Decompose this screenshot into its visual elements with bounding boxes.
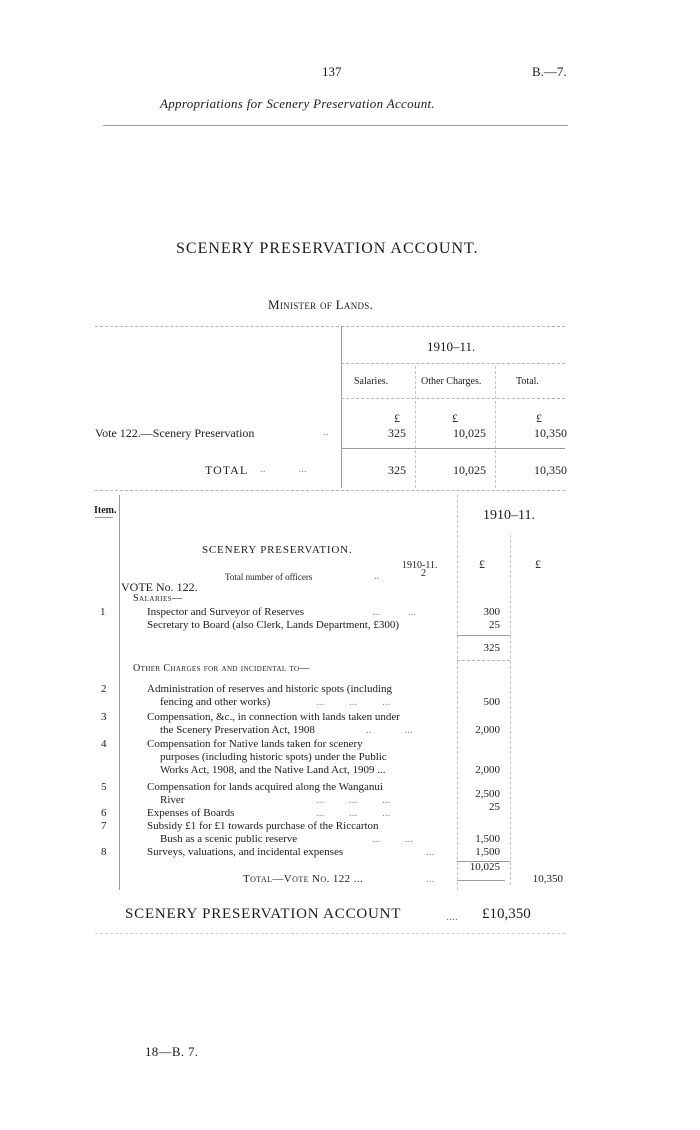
running-title: Appropriations for Scenery Preservation Account. xyxy=(160,96,435,111)
officers-count: 2 xyxy=(421,568,426,579)
officers-label: Total number of officers xyxy=(225,572,313,582)
summary-top-rule xyxy=(95,326,565,327)
summary-col-divider-2 xyxy=(495,366,496,488)
charge-amount: 1,500 xyxy=(475,833,500,845)
dot-leader: ... ... xyxy=(372,606,416,618)
salaries-heading: Salaries— xyxy=(133,593,183,604)
charge-line: fencing and other works) xyxy=(160,696,271,708)
summary-year-header: 1910–11. xyxy=(427,339,476,354)
summary-total-total: 10,350 xyxy=(534,463,567,477)
item-number: 8 xyxy=(101,846,107,858)
dot-leader: ... ... ... xyxy=(316,696,391,708)
document-reference: B.—7. xyxy=(532,64,567,79)
header-rule xyxy=(103,125,568,126)
summary-total-rule xyxy=(341,448,565,449)
dot-leader: ... ... xyxy=(372,833,414,845)
summary-year-rule xyxy=(341,363,565,364)
dot-leader: ... xyxy=(426,873,435,885)
summary-vote-leader: .. xyxy=(323,426,329,438)
printer-signature: 18—B. 7. xyxy=(145,1044,199,1059)
charge-line: River xyxy=(160,794,185,806)
page-number: 137 xyxy=(322,64,342,79)
account-title: SCENERY PRESERVATION ACCOUNT. xyxy=(176,240,479,257)
item-header-rule xyxy=(95,517,113,518)
summary-total-label: TOTAL xyxy=(205,463,249,477)
salary-amount: 300 xyxy=(483,606,500,618)
amount-column-divider-2 xyxy=(510,535,511,885)
section-title: SCENERY PRESERVATION. xyxy=(202,544,353,556)
charge-line: Expenses of Boards xyxy=(147,807,235,819)
dot-leader: ... ... ... xyxy=(316,794,391,806)
charge-amount: 2,000 xyxy=(475,724,500,736)
detail-currency-1: £ xyxy=(479,557,485,571)
charge-line: Works Act, 1908, and the Native Land Act, 1909 ... xyxy=(160,764,386,776)
summary-col-divider-1 xyxy=(415,366,416,488)
summary-currency-other: £ xyxy=(452,411,458,425)
dot-leader: .. ... xyxy=(366,724,413,736)
charge-line: Administration of reserves and historic spots (including xyxy=(147,683,393,695)
charge-line: Compensation for Native lands taken for scenery xyxy=(147,738,363,750)
summary-currency-total: £ xyxy=(536,411,542,425)
item-number: 7 xyxy=(101,820,107,832)
account-total-amount: £10,350 xyxy=(482,906,531,922)
officers-year: 1910-11. xyxy=(402,560,438,571)
total-vote-amount: 10,350 xyxy=(532,873,563,885)
salary-amount: 25 xyxy=(489,619,500,631)
col-header-total: Total. xyxy=(516,376,539,387)
dot-leader: ... ... ... xyxy=(316,807,391,819)
summary-vote-label: Vote 122.—Scenery Preservation xyxy=(95,426,255,440)
other-charges-subtotal: 10,025 xyxy=(469,861,500,873)
summary-total-leader: .. ... xyxy=(260,463,307,475)
summary-header-rule xyxy=(341,398,565,399)
detail-top-rule xyxy=(95,490,565,491)
summary-total-other: 10,025 xyxy=(453,463,486,477)
charge-line: Surveys, valuations, and incidental expenses xyxy=(147,846,344,858)
charge-amount: 500 xyxy=(483,696,500,708)
summary-vote-salaries: 325 xyxy=(388,426,406,440)
charge-line: Subsidy £1 for £1 towards purchase of the Riccarton xyxy=(147,820,379,832)
charge-amount: 2,500 xyxy=(475,788,500,800)
salary-description: Secretary to Board (also Clerk, Lands Department, £300) xyxy=(147,619,400,631)
salaries-subtotal-rule xyxy=(457,635,510,636)
account-total-label: SCENERY PRESERVATION ACCOUNT xyxy=(125,906,402,922)
vote-number: VOTE No. 122. xyxy=(121,580,198,594)
officers-leader: .. xyxy=(374,571,379,582)
item-number: 6 xyxy=(101,807,107,819)
salaries-subtotal-under-rule xyxy=(457,660,510,661)
total-vote-rule xyxy=(457,880,505,881)
charge-line: purposes (including historic spots) under the Public xyxy=(160,751,387,763)
detail-year-header: 1910–11. xyxy=(483,508,535,523)
item-number: 5 xyxy=(101,781,107,793)
item-number: 4 xyxy=(101,738,107,750)
detail-currency-2: £ xyxy=(535,557,541,571)
item-number: 2 xyxy=(101,683,107,695)
summary-currency-salaries: £ xyxy=(394,411,400,425)
charge-line: Compensation, &c., in connection with lands taken under xyxy=(147,711,400,723)
summary-vote-total: 10,350 xyxy=(534,426,567,440)
col-header-salaries: Salaries. xyxy=(354,376,389,387)
account-total-rule xyxy=(95,933,565,934)
charge-amount: 25 xyxy=(489,801,500,813)
salaries-subtotal: 325 xyxy=(483,642,500,654)
charge-line: Compensation for lands acquired along the Wanganui xyxy=(147,781,383,793)
summary-divider xyxy=(341,326,342,488)
total-vote-label: Total—Vote No. 122 ... xyxy=(243,873,364,885)
item-column-divider xyxy=(119,495,120,890)
charge-line: the Scenery Preservation Act, 1908 xyxy=(160,724,315,736)
account-total-leader: .... xyxy=(446,909,458,923)
amount-column-divider-1 xyxy=(457,495,458,890)
summary-vote-other: 10,025 xyxy=(453,426,486,440)
other-charges-heading: Other Charges for and incidental to— xyxy=(133,663,310,674)
item-number: 1 xyxy=(100,606,106,618)
dot-leader: ... xyxy=(426,846,435,858)
charge-amount: 2,000 xyxy=(475,764,500,776)
summary-total-salaries: 325 xyxy=(388,463,406,477)
charge-amount: 1,500 xyxy=(475,846,500,858)
item-number: 3 xyxy=(101,711,107,723)
col-header-other-charges: Other Charges. xyxy=(421,376,482,387)
item-column-header: Item. xyxy=(94,505,117,516)
salary-description: Inspector and Surveyor of Reserves xyxy=(147,606,305,618)
minister-heading: Minister of Lands. xyxy=(268,297,374,312)
charge-line: Bush as a scenic public reserve xyxy=(160,833,298,845)
